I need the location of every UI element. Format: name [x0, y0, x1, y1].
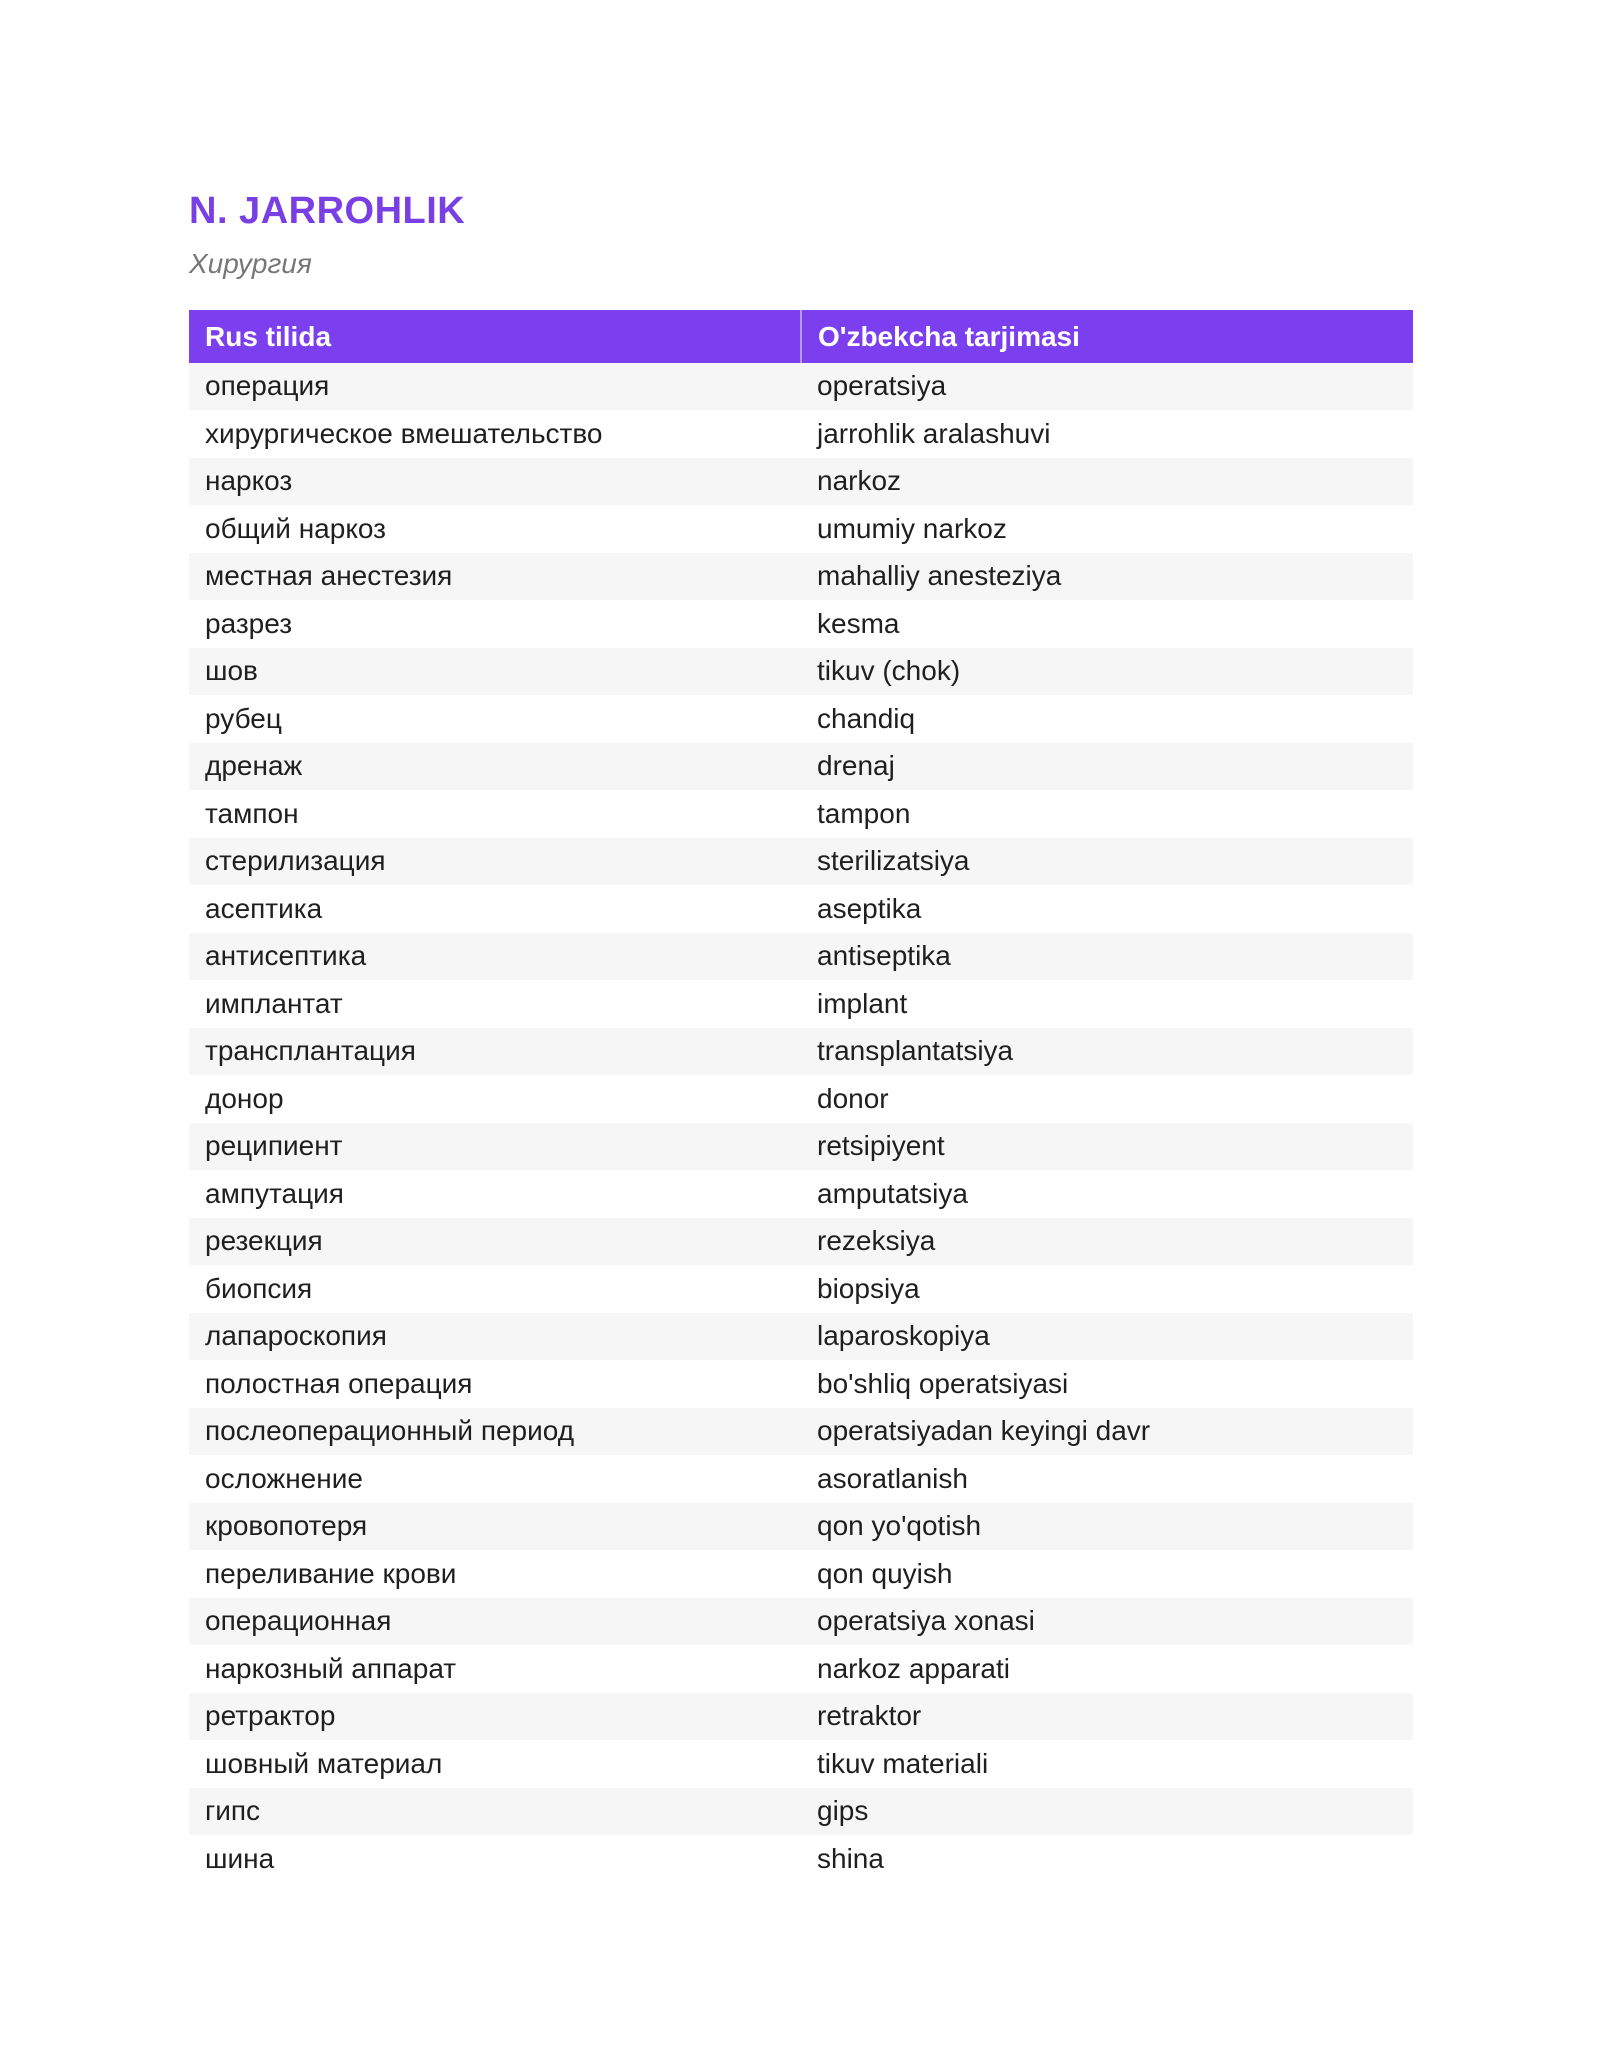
table-row [189, 648, 1413, 696]
russian-term: донор [189, 1075, 801, 1123]
uzbek-translation: mahalliy anesteziya [801, 553, 1413, 601]
russian-term: тампон [189, 790, 801, 838]
uzbek-translation: retsipiyent [801, 1123, 1413, 1171]
russian-term: стерилизация [189, 838, 801, 886]
russian-term: общий наркоз [189, 505, 801, 553]
russian-term: биопсия [189, 1265, 801, 1313]
uzbek-translation: operatsiya [801, 363, 1413, 410]
table-row [189, 1075, 1413, 1123]
uzbek-translation: implant [801, 980, 1413, 1028]
table-row [189, 1598, 1413, 1646]
russian-term: осложнение [189, 1455, 801, 1503]
uzbek-translation: retraktor [801, 1693, 1413, 1741]
russian-term: рубец [189, 695, 801, 743]
table-row [189, 363, 1413, 410]
uzbek-translation: gips [801, 1788, 1413, 1836]
table-row [189, 1123, 1413, 1171]
russian-term: трансплантация [189, 1028, 801, 1076]
table-row [189, 933, 1413, 981]
uzbek-translation: qon yo'qotish [801, 1503, 1413, 1551]
table-row [189, 790, 1413, 838]
uzbek-translation: umumiy narkoz [801, 505, 1413, 553]
table-row [189, 1693, 1413, 1741]
table-row [189, 553, 1413, 601]
russian-term: операционная [189, 1598, 801, 1646]
table-row [189, 980, 1413, 1028]
table-row [189, 743, 1413, 791]
table-row [189, 1028, 1413, 1076]
russian-term: ампутация [189, 1170, 801, 1218]
uzbek-translation: antiseptika [801, 933, 1413, 981]
column-header-uzbek: O'zbekcha tarjimasi [801, 310, 1413, 363]
russian-term: операция [189, 363, 801, 410]
uzbek-translation: biopsiya [801, 1265, 1413, 1313]
table-row [189, 1503, 1413, 1551]
table-row [189, 505, 1413, 553]
russian-term: гипс [189, 1788, 801, 1836]
uzbek-translation: sterilizatsiya [801, 838, 1413, 886]
section-title: N. JARROHLIK [189, 190, 466, 232]
uzbek-translation: amputatsiya [801, 1170, 1413, 1218]
russian-term: разрез [189, 600, 801, 648]
russian-term: имплантат [189, 980, 801, 1028]
glossary-table [189, 310, 1413, 1883]
table-row [189, 1455, 1413, 1503]
table-row [189, 1360, 1413, 1408]
table-row [189, 600, 1413, 648]
russian-term: реципиент [189, 1123, 801, 1171]
russian-term: кровопотеря [189, 1503, 801, 1551]
table-row [189, 1788, 1413, 1836]
uzbek-translation: qon quyish [801, 1550, 1413, 1598]
table-row [189, 1170, 1413, 1218]
russian-term: послеоперационный период [189, 1408, 801, 1456]
uzbek-translation: tampon [801, 790, 1413, 838]
russian-term: полостная операция [189, 1360, 801, 1408]
uzbek-translation: operatsiyadan keyingi davr [801, 1408, 1413, 1456]
russian-term: местная анестезия [189, 553, 801, 601]
uzbek-translation: narkoz apparati [801, 1645, 1413, 1693]
uzbek-translation: narkoz [801, 458, 1413, 506]
russian-term: наркозный аппарат [189, 1645, 801, 1693]
russian-term: дренаж [189, 743, 801, 791]
column-header-russian: Rus tilida [189, 310, 801, 363]
russian-term: хирургическое вмешательство [189, 410, 801, 458]
uzbek-translation: asoratlanish [801, 1455, 1413, 1503]
russian-term: наркоз [189, 458, 801, 506]
uzbek-translation: tikuv (chok) [801, 648, 1413, 696]
table-row [189, 838, 1413, 886]
table-row [189, 1740, 1413, 1788]
uzbek-translation: bo'shliq operatsiyasi [801, 1360, 1413, 1408]
uzbek-translation: kesma [801, 600, 1413, 648]
uzbek-translation: jarrohlik aralashuvi [801, 410, 1413, 458]
uzbek-translation: transplantatsiya [801, 1028, 1413, 1076]
uzbek-translation: chandiq [801, 695, 1413, 743]
table-row [189, 1265, 1413, 1313]
russian-term: резекция [189, 1218, 801, 1266]
uzbek-translation: shina [801, 1835, 1413, 1883]
russian-term: шина [189, 1835, 801, 1883]
russian-term: ретрактор [189, 1693, 801, 1741]
section-subtitle: Хирургия [189, 248, 312, 279]
table-header-row [189, 310, 1413, 363]
russian-term: шов [189, 648, 801, 696]
table-row [189, 1835, 1413, 1883]
table-row [189, 1645, 1413, 1693]
table-body [189, 363, 1413, 1883]
uzbek-translation: tikuv materiali [801, 1740, 1413, 1788]
uzbek-translation: operatsiya xonasi [801, 1598, 1413, 1646]
table-row [189, 885, 1413, 933]
table-row [189, 695, 1413, 743]
russian-term: шовный материал [189, 1740, 801, 1788]
table-row [189, 1218, 1413, 1266]
table-row [189, 1408, 1413, 1456]
russian-term: лапароскопия [189, 1313, 801, 1361]
table-row [189, 458, 1413, 506]
document-page [189, 186, 1413, 1883]
table-row [189, 1550, 1413, 1598]
uzbek-translation: laparoskopiya [801, 1313, 1413, 1361]
uzbek-translation: donor [801, 1075, 1413, 1123]
russian-term: асептика [189, 885, 801, 933]
uzbek-translation: aseptika [801, 885, 1413, 933]
uzbek-translation: drenaj [801, 743, 1413, 791]
russian-term: переливание крови [189, 1550, 801, 1598]
table-row [189, 1313, 1413, 1361]
uzbek-translation: rezeksiya [801, 1218, 1413, 1266]
russian-term: антисептика [189, 933, 801, 981]
table-row [189, 410, 1413, 458]
